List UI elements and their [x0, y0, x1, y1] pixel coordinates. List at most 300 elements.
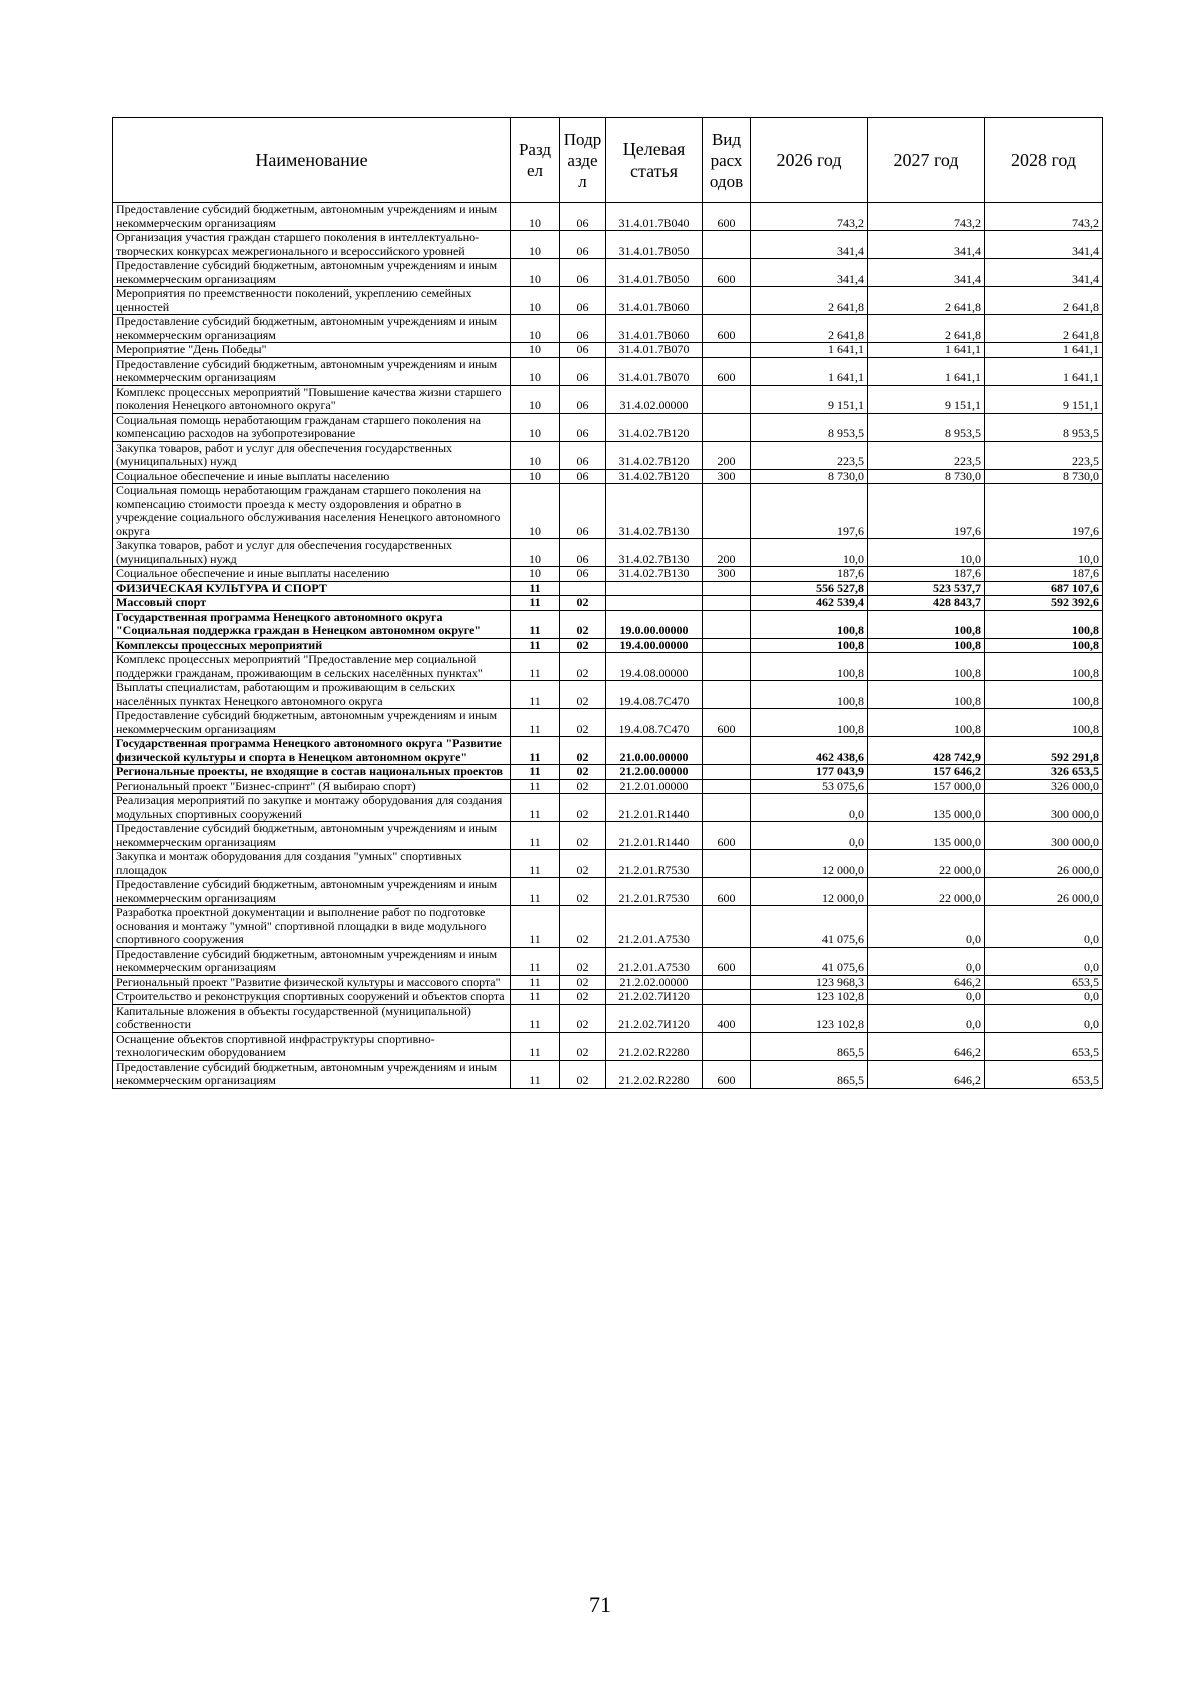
- cell-name: Разработка проектной документации и выполнение работ по подготовке основания и монтажу "умной" спортивной площадки в виде модульного спортивного сооружения: [113, 906, 511, 948]
- cell-subsection: 06: [560, 231, 606, 259]
- cell-2026: 100,8: [751, 681, 868, 709]
- cell-expense-type: [703, 581, 751, 596]
- cell-name: Предоставление субсидий бюджетным, автономным учреждениям и иным некоммерческим организациям: [113, 822, 511, 850]
- cell-target-article: 21.2.02.7И120: [606, 1004, 703, 1032]
- cell-target-article: 21.2.02.00000: [606, 975, 703, 990]
- cell-2026: 462 539,4: [751, 596, 868, 611]
- table-row: [113, 794, 1103, 822]
- col-header-2028: 2028 год: [985, 118, 1103, 203]
- cell-name: Социальная помощь неработающим гражданам старшего поколения на компенсацию стоимости проезда к месту оздоровления и обратно в учреждение социального обслуживания населения Ненецкого автономного округа: [113, 484, 511, 539]
- table-row: [113, 737, 1103, 765]
- cell-2027: 1 641,1: [868, 357, 985, 385]
- cell-2026: 341,4: [751, 231, 868, 259]
- cell-2028: 197,6: [985, 484, 1103, 539]
- cell-name: Мероприятия по преемственности поколений, укреплению семейных ценностей: [113, 287, 511, 315]
- col-header-name: Наименование: [113, 118, 511, 203]
- cell-name: Предоставление субсидий бюджетным, автономным учреждениям и иным некоммерческим организациям: [113, 315, 511, 343]
- cell-target-article: 21.2.00.00000: [606, 765, 703, 780]
- table-row: [113, 581, 1103, 596]
- cell-section: 11: [511, 1060, 560, 1088]
- cell-2028: 1 641,1: [985, 357, 1103, 385]
- cell-section: 10: [511, 469, 560, 484]
- cell-2026: 341,4: [751, 259, 868, 287]
- cell-expense-type: 600: [703, 947, 751, 975]
- cell-2028: 592 392,6: [985, 596, 1103, 611]
- cell-subsection: 06: [560, 287, 606, 315]
- cell-name: ФИЗИЧЕСКАЯ КУЛЬТУРА И СПОРТ: [113, 581, 511, 596]
- cell-2026: 123 102,8: [751, 1004, 868, 1032]
- table-row: [113, 765, 1103, 780]
- cell-2027: 0,0: [868, 990, 985, 1005]
- cell-2026: 865,5: [751, 1032, 868, 1060]
- cell-section: 10: [511, 484, 560, 539]
- cell-2027: 428 843,7: [868, 596, 985, 611]
- cell-expense-type: [703, 385, 751, 413]
- cell-2028: 223,5: [985, 441, 1103, 469]
- cell-2028: 8 953,5: [985, 413, 1103, 441]
- cell-2027: 22 000,0: [868, 878, 985, 906]
- cell-2027: 523 537,7: [868, 581, 985, 596]
- table-row: [113, 947, 1103, 975]
- cell-section: 11: [511, 779, 560, 794]
- table-row: [113, 1004, 1103, 1032]
- cell-target-article: 19.4.08.00000: [606, 653, 703, 681]
- cell-2027: 197,6: [868, 484, 985, 539]
- cell-section: 10: [511, 413, 560, 441]
- cell-name: Предоставление субсидий бюджетным, автономным учреждениям и иным некоммерческим организациям: [113, 1060, 511, 1088]
- cell-2026: 187,6: [751, 567, 868, 582]
- cell-2026: 53 075,6: [751, 779, 868, 794]
- cell-expense-type: 600: [703, 203, 751, 231]
- cell-target-article: 21.0.00.00000: [606, 737, 703, 765]
- cell-subsection: 06: [560, 203, 606, 231]
- table-header-row: [113, 118, 1103, 203]
- cell-subsection: 02: [560, 1004, 606, 1032]
- cell-subsection: [560, 581, 606, 596]
- cell-2028: 0,0: [985, 1004, 1103, 1032]
- cell-expense-type: [703, 638, 751, 653]
- table-row: [113, 779, 1103, 794]
- cell-subsection: 06: [560, 385, 606, 413]
- cell-subsection: 02: [560, 878, 606, 906]
- cell-section: 11: [511, 596, 560, 611]
- cell-section: 10: [511, 539, 560, 567]
- cell-subsection: 02: [560, 975, 606, 990]
- cell-expense-type: 600: [703, 709, 751, 737]
- cell-name: Предоставление субсидий бюджетным, автономным учреждениям и иным некоммерческим организациям: [113, 203, 511, 231]
- cell-name: Массовый спорт: [113, 596, 511, 611]
- cell-2027: 9 151,1: [868, 385, 985, 413]
- cell-2028: 0,0: [985, 906, 1103, 948]
- cell-2026: 100,8: [751, 610, 868, 638]
- cell-name: Комплексы процессных мероприятий: [113, 638, 511, 653]
- table-row: [113, 638, 1103, 653]
- cell-subsection: 02: [560, 1032, 606, 1060]
- cell-target-article: 31.4.01.7В040: [606, 203, 703, 231]
- cell-expense-type: [703, 681, 751, 709]
- table-row: [113, 287, 1103, 315]
- table-row: [113, 906, 1103, 948]
- table-row: [113, 203, 1103, 231]
- cell-2027: 187,6: [868, 567, 985, 582]
- cell-expense-type: 400: [703, 1004, 751, 1032]
- cell-2026: 9 151,1: [751, 385, 868, 413]
- cell-target-article: 19.4.08.7С470: [606, 709, 703, 737]
- table-row: [113, 567, 1103, 582]
- cell-section: 11: [511, 709, 560, 737]
- cell-target-article: 31.4.01.7В050: [606, 259, 703, 287]
- cell-name: Социальная помощь неработающим гражданам старшего поколения на компенсацию расходов на зубопротезирование: [113, 413, 511, 441]
- cell-subsection: 02: [560, 638, 606, 653]
- cell-name: Государственная программа Ненецкого автономного округа "Социальная поддержка граждан в Ненецком автономном округе": [113, 610, 511, 638]
- cell-name: Региональный проект "Развитие физической культуры и массового спорта": [113, 975, 511, 990]
- cell-2028: 100,8: [985, 709, 1103, 737]
- cell-2027: 157 646,2: [868, 765, 985, 780]
- cell-2028: 26 000,0: [985, 850, 1103, 878]
- cell-target-article: 31.4.01.7В050: [606, 231, 703, 259]
- cell-section: 11: [511, 850, 560, 878]
- cell-expense-type: [703, 413, 751, 441]
- cell-2027: 341,4: [868, 259, 985, 287]
- cell-subsection: 02: [560, 765, 606, 780]
- cell-2026: 197,6: [751, 484, 868, 539]
- cell-2028: 300 000,0: [985, 822, 1103, 850]
- cell-section: 11: [511, 581, 560, 596]
- table-row: [113, 822, 1103, 850]
- cell-expense-type: [703, 779, 751, 794]
- cell-subsection: 02: [560, 709, 606, 737]
- table-row: [113, 315, 1103, 343]
- table-row: [113, 357, 1103, 385]
- table-row: [113, 413, 1103, 441]
- cell-2026: 177 043,9: [751, 765, 868, 780]
- cell-expense-type: 600: [703, 1060, 751, 1088]
- cell-name: Предоставление субсидий бюджетным, автономным учреждениям и иным некоммерческим организациям: [113, 259, 511, 287]
- cell-expense-type: [703, 975, 751, 990]
- cell-2027: 0,0: [868, 906, 985, 948]
- cell-section: 11: [511, 906, 560, 948]
- table-row: [113, 484, 1103, 539]
- cell-subsection: 02: [560, 906, 606, 948]
- cell-target-article: 19.4.00.00000: [606, 638, 703, 653]
- cell-section: 11: [511, 822, 560, 850]
- cell-2028: 592 291,8: [985, 737, 1103, 765]
- cell-2028: 10,0: [985, 539, 1103, 567]
- cell-expense-type: [703, 850, 751, 878]
- cell-section: 11: [511, 765, 560, 780]
- cell-2026: 1 641,1: [751, 343, 868, 358]
- cell-target-article: [606, 581, 703, 596]
- cell-2028: 100,8: [985, 681, 1103, 709]
- cell-expense-type: 600: [703, 315, 751, 343]
- cell-section: 11: [511, 878, 560, 906]
- cell-target-article: 21.2.02.R2280: [606, 1060, 703, 1088]
- cell-subsection: 06: [560, 343, 606, 358]
- col-header-expense-type: Вид расх одов: [703, 118, 751, 203]
- cell-name: Социальное обеспечение и иные выплаты населению: [113, 469, 511, 484]
- cell-target-article: 19.4.08.7С470: [606, 681, 703, 709]
- cell-2027: 10,0: [868, 539, 985, 567]
- cell-2027: 646,2: [868, 975, 985, 990]
- cell-name: Предоставление субсидий бюджетным, автономным учреждениям и иным некоммерческим организациям: [113, 947, 511, 975]
- cell-2027: 157 000,0: [868, 779, 985, 794]
- cell-2027: 646,2: [868, 1060, 985, 1088]
- cell-target-article: 31.4.02.7В120: [606, 441, 703, 469]
- cell-section: 11: [511, 638, 560, 653]
- cell-expense-type: [703, 231, 751, 259]
- cell-name: Социальное обеспечение и иные выплаты населению: [113, 567, 511, 582]
- cell-section: 11: [511, 737, 560, 765]
- cell-2026: 556 527,8: [751, 581, 868, 596]
- cell-target-article: 31.4.02.00000: [606, 385, 703, 413]
- table-row: [113, 878, 1103, 906]
- cell-subsection: 02: [560, 737, 606, 765]
- cell-2027: 8 730,0: [868, 469, 985, 484]
- cell-2027: 22 000,0: [868, 850, 985, 878]
- cell-subsection: 06: [560, 259, 606, 287]
- cell-2027: 135 000,0: [868, 794, 985, 822]
- cell-subsection: 06: [560, 539, 606, 567]
- cell-2028: 341,4: [985, 259, 1103, 287]
- cell-section: 10: [511, 287, 560, 315]
- cell-2026: 865,5: [751, 1060, 868, 1088]
- cell-2026: 223,5: [751, 441, 868, 469]
- cell-subsection: 02: [560, 990, 606, 1005]
- cell-subsection: 02: [560, 596, 606, 611]
- table-row: [113, 469, 1103, 484]
- cell-subsection: 02: [560, 850, 606, 878]
- cell-subsection: 02: [560, 947, 606, 975]
- cell-section: 11: [511, 653, 560, 681]
- cell-expense-type: [703, 794, 751, 822]
- table-row: [113, 975, 1103, 990]
- cell-2028: 687 107,6: [985, 581, 1103, 596]
- cell-2026: 0,0: [751, 794, 868, 822]
- cell-target-article: 31.4.02.7В130: [606, 484, 703, 539]
- cell-2027: 100,8: [868, 653, 985, 681]
- cell-target-article: 21.2.02.7И120: [606, 990, 703, 1005]
- cell-target-article: 31.4.01.7В060: [606, 315, 703, 343]
- cell-subsection: 06: [560, 567, 606, 582]
- cell-name: Закупка товаров, работ и услуг для обеспечения государственных (муниципальных) нужд: [113, 539, 511, 567]
- cell-name: Государственная программа Ненецкого автономного округа "Развитие физической культуры и спорта в Ненецком автономном округе": [113, 737, 511, 765]
- cell-expense-type: 300: [703, 469, 751, 484]
- table-row: [113, 259, 1103, 287]
- cell-target-article: 31.4.01.7В070: [606, 343, 703, 358]
- cell-target-article: 31.4.01.7В060: [606, 287, 703, 315]
- cell-subsection: 06: [560, 413, 606, 441]
- cell-subsection: 06: [560, 315, 606, 343]
- cell-name: Мероприятие "День Победы": [113, 343, 511, 358]
- cell-expense-type: 600: [703, 822, 751, 850]
- cell-subsection: 02: [560, 779, 606, 794]
- cell-2027: 341,4: [868, 231, 985, 259]
- cell-expense-type: [703, 765, 751, 780]
- cell-2027: 0,0: [868, 1004, 985, 1032]
- cell-2028: 743,2: [985, 203, 1103, 231]
- table-row: [113, 343, 1103, 358]
- cell-2026: 743,2: [751, 203, 868, 231]
- cell-2027: 100,8: [868, 709, 985, 737]
- cell-section: 11: [511, 794, 560, 822]
- cell-subsection: 02: [560, 681, 606, 709]
- cell-subsection: 06: [560, 441, 606, 469]
- cell-subsection: 02: [560, 822, 606, 850]
- cell-subsection: 02: [560, 794, 606, 822]
- cell-2026: 41 075,6: [751, 906, 868, 948]
- cell-2026: 12 000,0: [751, 850, 868, 878]
- cell-expense-type: [703, 484, 751, 539]
- cell-2028: 2 641,8: [985, 287, 1103, 315]
- cell-expense-type: [703, 906, 751, 948]
- col-header-2026: 2026 год: [751, 118, 868, 203]
- cell-2028: 8 730,0: [985, 469, 1103, 484]
- cell-subsection: 02: [560, 653, 606, 681]
- cell-2026: 462 438,6: [751, 737, 868, 765]
- cell-section: 10: [511, 567, 560, 582]
- cell-2028: 326 653,5: [985, 765, 1103, 780]
- cell-target-article: [606, 596, 703, 611]
- cell-name: Предоставление субсидий бюджетным, автономным учреждениям и иным некоммерческим организациям: [113, 878, 511, 906]
- cell-section: 11: [511, 610, 560, 638]
- cell-section: 10: [511, 385, 560, 413]
- cell-target-article: 19.0.00.00000: [606, 610, 703, 638]
- cell-target-article: 21.2.01.А7530: [606, 906, 703, 948]
- table-row: [113, 539, 1103, 567]
- cell-target-article: 21.2.01.00000: [606, 779, 703, 794]
- cell-section: 10: [511, 231, 560, 259]
- cell-expense-type: [703, 287, 751, 315]
- cell-2026: 100,8: [751, 653, 868, 681]
- cell-section: 10: [511, 441, 560, 469]
- cell-section: 11: [511, 975, 560, 990]
- table-body: [113, 203, 1103, 1089]
- cell-name: Комплекс процессных мероприятий "Предоставление мер социальной поддержки гражданам, проживающим в сельских населённых пунктах": [113, 653, 511, 681]
- cell-subsection: 06: [560, 469, 606, 484]
- cell-2028: 9 151,1: [985, 385, 1103, 413]
- cell-section: 11: [511, 1032, 560, 1060]
- cell-target-article: 21.2.01.R1440: [606, 822, 703, 850]
- cell-2028: 341,4: [985, 231, 1103, 259]
- cell-2028: 653,5: [985, 975, 1103, 990]
- cell-target-article: 31.4.01.7В070: [606, 357, 703, 385]
- cell-2028: 2 641,8: [985, 315, 1103, 343]
- budget-table: [112, 117, 1103, 1089]
- cell-section: 10: [511, 259, 560, 287]
- col-header-subsection: Подр азде л: [560, 118, 606, 203]
- cell-target-article: 31.4.02.7В130: [606, 567, 703, 582]
- cell-expense-type: [703, 596, 751, 611]
- cell-subsection: 02: [560, 1060, 606, 1088]
- cell-section: 11: [511, 990, 560, 1005]
- page-number: 71: [589, 1592, 611, 1617]
- cell-name: Реализация мероприятий по закупке и монтажу оборудования для создания модульных спортивных сооружений: [113, 794, 511, 822]
- cell-expense-type: [703, 737, 751, 765]
- cell-section: 11: [511, 681, 560, 709]
- cell-2027: 135 000,0: [868, 822, 985, 850]
- cell-expense-type: [703, 653, 751, 681]
- cell-expense-type: [703, 610, 751, 638]
- cell-2027: 8 953,5: [868, 413, 985, 441]
- cell-2026: 0,0: [751, 822, 868, 850]
- cell-name: Закупка товаров, работ и услуг для обеспечения государственных (муниципальных) нужд: [113, 441, 511, 469]
- cell-2026: 12 000,0: [751, 878, 868, 906]
- cell-expense-type: 300: [703, 567, 751, 582]
- table-row: [113, 850, 1103, 878]
- cell-2027: 646,2: [868, 1032, 985, 1060]
- cell-2026: 8 953,5: [751, 413, 868, 441]
- cell-2027: 2 641,8: [868, 315, 985, 343]
- cell-name: Организация участия граждан старшего поколения в интеллектуально-творческих конкурсах межрегионального и всероссийского уровней: [113, 231, 511, 259]
- cell-section: 10: [511, 357, 560, 385]
- table-row: [113, 653, 1103, 681]
- table-row: [113, 231, 1103, 259]
- cell-2027: 100,8: [868, 610, 985, 638]
- table-row: [113, 610, 1103, 638]
- cell-2027: 743,2: [868, 203, 985, 231]
- cell-target-article: 21.2.01.R7530: [606, 850, 703, 878]
- cell-name: Капитальные вложения в объекты государственной (муниципальной) собственности: [113, 1004, 511, 1032]
- col-header-2027: 2027 год: [868, 118, 985, 203]
- cell-2026: 8 730,0: [751, 469, 868, 484]
- cell-name: Предоставление субсидий бюджетным, автономным учреждениям и иным некоммерческим организациям: [113, 709, 511, 737]
- cell-name: Закупка и монтаж оборудования для создания "умных" спортивных площадок: [113, 850, 511, 878]
- cell-name: Выплаты специалистам, работающим и проживающим в сельских населённых пунктах Ненецкого автономного округа: [113, 681, 511, 709]
- table-row: [113, 385, 1103, 413]
- cell-2027: 0,0: [868, 947, 985, 975]
- cell-2028: 653,5: [985, 1060, 1103, 1088]
- cell-target-article: 21.2.01.R1440: [606, 794, 703, 822]
- cell-name: Комплекс процессных мероприятий "Повышение качества жизни старшего поколения Ненецкого автономного округа": [113, 385, 511, 413]
- table-row: [113, 596, 1103, 611]
- cell-section: 11: [511, 1004, 560, 1032]
- cell-2028: 653,5: [985, 1032, 1103, 1060]
- cell-target-article: 21.2.01.R7530: [606, 878, 703, 906]
- cell-2028: 1 641,1: [985, 343, 1103, 358]
- cell-expense-type: 600: [703, 259, 751, 287]
- cell-name: Строительство и реконструкция спортивных сооружений и объектов спорта: [113, 990, 511, 1005]
- cell-2028: 26 000,0: [985, 878, 1103, 906]
- cell-2028: 100,8: [985, 653, 1103, 681]
- cell-section: 10: [511, 343, 560, 358]
- cell-2027: 223,5: [868, 441, 985, 469]
- cell-section: 10: [511, 315, 560, 343]
- cell-2026: 2 641,8: [751, 315, 868, 343]
- table-row: [113, 709, 1103, 737]
- cell-2028: 187,6: [985, 567, 1103, 582]
- cell-2026: 100,8: [751, 709, 868, 737]
- cell-target-article: 31.4.02.7В120: [606, 469, 703, 484]
- cell-expense-type: 600: [703, 878, 751, 906]
- table-row: [113, 1060, 1103, 1088]
- cell-expense-type: 600: [703, 357, 751, 385]
- cell-target-article: 21.2.01.А7530: [606, 947, 703, 975]
- cell-2026: 2 641,8: [751, 287, 868, 315]
- cell-subsection: 06: [560, 484, 606, 539]
- cell-expense-type: 200: [703, 539, 751, 567]
- cell-2028: 300 000,0: [985, 794, 1103, 822]
- cell-expense-type: 200: [703, 441, 751, 469]
- cell-name: Предоставление субсидий бюджетным, автономным учреждениям и иным некоммерческим организациям: [113, 357, 511, 385]
- cell-2027: 1 641,1: [868, 343, 985, 358]
- cell-2027: 100,8: [868, 681, 985, 709]
- cell-section: 10: [511, 203, 560, 231]
- cell-2028: 0,0: [985, 990, 1103, 1005]
- table-row: [113, 441, 1103, 469]
- cell-2027: 100,8: [868, 638, 985, 653]
- cell-target-article: 31.4.02.7В130: [606, 539, 703, 567]
- cell-2026: 41 075,6: [751, 947, 868, 975]
